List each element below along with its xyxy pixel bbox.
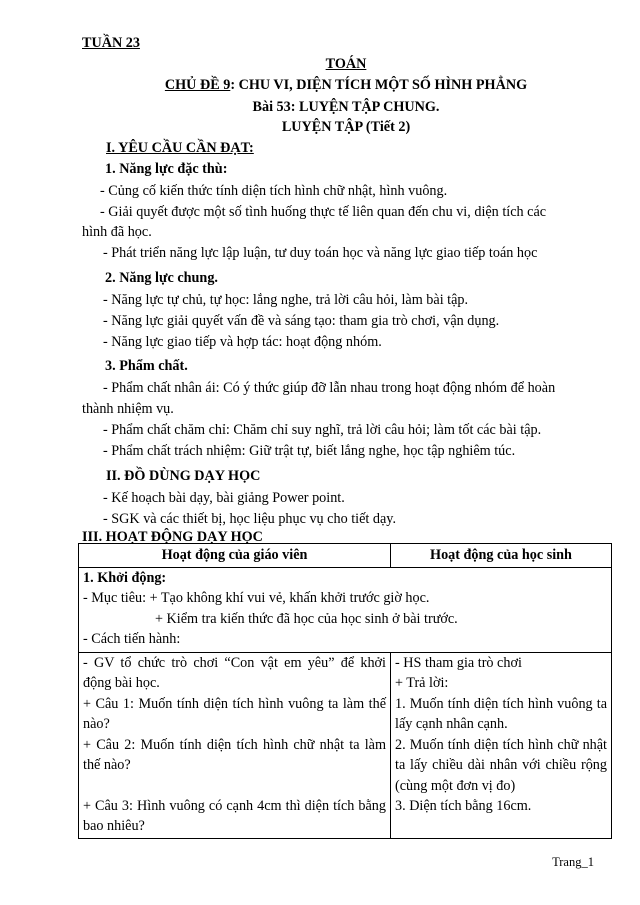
teacher-question: + Câu 1: Muốn tính diện tích hình vuông ta làm thế nào? [83, 695, 386, 732]
section-1-part-3-item: thành nhiệm vụ. [82, 401, 174, 417]
section-1-part-1-title: 1. Năng lực đặc thù: [105, 161, 228, 177]
table-header-row [79, 544, 612, 568]
student-answer: 3. Diện tích bằng 16cm. [395, 798, 532, 814]
teacher-activity-cell [79, 652, 391, 838]
student-answer: 2. Muốn tính diện tích hình chữ nhật ta lấy chiều dài nhân với chiều rộng (cùng một đơn vị đo) [395, 736, 607, 794]
section-2-title: II. ĐỒ DÙNG DẠY HỌC [106, 468, 261, 484]
warmup-row [79, 567, 612, 652]
student-answer: 1. Muốn tính diện tích hình vuông ta lấy cạnh nhân cạnh. [395, 695, 607, 732]
section-1-part-3-title: 3. Phẩm chất. [105, 358, 188, 374]
section-1-part-3-item: - Phẩm chất trách nhiệm: Giữ trật tự, biết lắng nghe, học tập nghiêm túc. [103, 443, 516, 459]
section-2-item: - Kế hoạch bài dạy, bài giảng Power point. [103, 490, 345, 506]
section-2-item: - SGK và các thiết bị, học liệu phục vụ cho tiết dạy. [103, 511, 396, 527]
section-1-part-1-item: - Củng cố kiến thức tính diện tích hình chữ nhật, hình vuông. [100, 183, 448, 199]
subject-title: TOÁN [325, 56, 367, 72]
section-1-title: I. YÊU CẦU CẦN ĐẠT: [106, 140, 254, 156]
teacher-question: + Câu 3: Hình vuông có cạnh 4cm thì diện tích bằng bao nhiêu? [83, 797, 386, 834]
student-activity-cell [391, 652, 612, 838]
warmup-goal: - Mục tiêu: + Tạo không khí vui vẻ, khấn khởi trước giờ học. [83, 590, 430, 606]
section-1-part-1-item: - Phát triển năng lực lập luận, tư duy toán học và năng lực giao tiếp toán học [103, 245, 538, 261]
warmup-title: 1. Khởi động: [83, 569, 167, 586]
teacher-step: - GV tổ chức trò chơi “Con vật em yêu” để khởi động bài học. [83, 654, 386, 691]
section-1-part-2-title: 2. Năng lực chung. [105, 270, 218, 286]
section-1-part-2-item: - Năng lực giao tiếp và hợp tác: hoạt động nhóm. [103, 334, 382, 350]
section-1-part-2-item: - Năng lực giải quyết vấn đề và sáng tạo: tham gia trò chơi, vận dụng. [103, 313, 500, 329]
warmup-goal: + Kiểm tra kiến thức đã học của học sinh ở bài trước. [155, 610, 458, 627]
lesson-title: Bài 53: LUYỆN TẬP CHUNG. [252, 99, 440, 115]
section-3-title: III. HOẠT ĐỘNG DẠY HỌC [82, 529, 263, 545]
page-number: Trang_1 [552, 855, 594, 869]
section-1-part-1-item: hình đã học. [82, 224, 152, 240]
activity-row [79, 652, 612, 838]
topic-text: : CHU VI, DIỆN TÍCH MỘT SỐ HÌNH PHẲNG [230, 77, 528, 93]
topic-label: CHỦ ĐỀ 9 [164, 77, 231, 93]
section-1-part-2-item: - Năng lực tự chủ, tự học: lắng nghe, trả lời câu hỏi, làm bài tập. [103, 292, 469, 308]
student-step: + Trả lời: [395, 675, 449, 691]
student-step: - HS tham gia trò chơi [395, 654, 522, 671]
teacher-question: + Câu 2: Muốn tính diện tích hình chữ nhật ta làm thế nào? [83, 736, 386, 773]
student-column-header: Hoạt động của học sinh [391, 544, 612, 568]
warmup-cell [79, 567, 612, 652]
topic-title [82, 75, 610, 95]
teacher-column-header: Hoạt động của giáo viên [79, 544, 391, 568]
warmup-method: - Cách tiến hành: [83, 631, 181, 647]
activity-table [78, 543, 612, 839]
sublesson-title: LUYỆN TẬP (Tiết 2) [281, 119, 411, 135]
week-label: TUẦN 23 [82, 35, 140, 51]
section-1-part-3-item: - Phẩm chất chăm chỉ: Chăm chỉ suy nghĩ, trả lời câu hỏi; làm tốt các bài tập. [103, 422, 542, 438]
section-1-part-3-item: - Phẩm chất nhân ái: Có ý thức giúp đỡ lẫn nhau trong hoạt động nhóm để hoàn [103, 380, 556, 396]
section-1-part-1-item: - Giải quyết được một số tình huống thực tế liên quan đến chu vi, diện tích các [100, 204, 547, 220]
